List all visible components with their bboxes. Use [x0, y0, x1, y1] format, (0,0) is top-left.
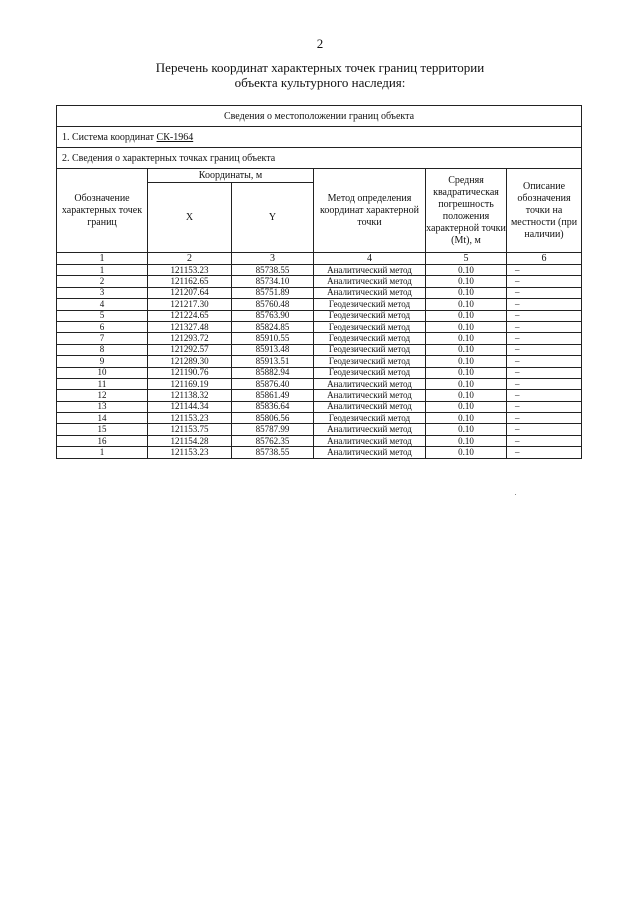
x-cell: 121327.48 [148, 321, 232, 332]
document-title [120, 60, 520, 90]
error-cell: 0.10 [426, 344, 507, 355]
table-row [57, 390, 582, 401]
point-cell: 13 [57, 401, 148, 412]
method-cell: Геодезический метод [314, 413, 426, 424]
description-cell: – [507, 276, 582, 287]
column-number: 2 [148, 253, 232, 265]
point-cell: 1 [57, 265, 148, 276]
y-cell: 85734.10 [232, 276, 314, 287]
header-method: Метод определения координат характерной точки [314, 169, 426, 253]
description-cell: – [507, 310, 582, 321]
description-cell: – [507, 367, 582, 378]
coordinate-system-label: 1. Система координат [62, 131, 157, 143]
description-cell: – [507, 447, 582, 458]
error-cell: 0.10 [426, 276, 507, 287]
error-cell: 0.10 [426, 333, 507, 344]
scan-speck [515, 494, 516, 495]
error-cell: 0.10 [426, 321, 507, 332]
point-cell: 16 [57, 435, 148, 446]
location-section-header: Сведения о местоположении границ объекта [57, 106, 582, 127]
y-cell: 85910.55 [232, 333, 314, 344]
header-designation: Обозначение характерных точек границ [57, 169, 148, 253]
error-cell: 0.10 [426, 310, 507, 321]
x-cell: 121293.72 [148, 333, 232, 344]
point-cell: 6 [57, 321, 148, 332]
x-cell: 121144.34 [148, 401, 232, 412]
y-cell: 85882.94 [232, 367, 314, 378]
point-cell: 10 [57, 367, 148, 378]
error-cell: 0.10 [426, 390, 507, 401]
x-cell: 121207.64 [148, 287, 232, 298]
x-cell: 121169.19 [148, 378, 232, 389]
column-number: 5 [426, 253, 507, 265]
x-cell: 121217.30 [148, 299, 232, 310]
method-cell: Геодезический метод [314, 299, 426, 310]
description-cell: – [507, 299, 582, 310]
description-cell: – [507, 287, 582, 298]
page-number: 2 [316, 36, 324, 51]
column-number: 3 [232, 253, 314, 265]
y-cell: 85913.48 [232, 344, 314, 355]
table-row [57, 435, 582, 446]
x-cell: 121190.76 [148, 367, 232, 378]
method-cell: Геодезический метод [314, 367, 426, 378]
description-cell: – [507, 333, 582, 344]
description-cell: – [507, 390, 582, 401]
y-cell: 85806.56 [232, 413, 314, 424]
coordinate-system-value: СК-1964 [156, 131, 194, 143]
method-cell: Аналитический метод [314, 378, 426, 389]
method-cell: Аналитический метод [314, 390, 426, 401]
x-cell: 121224.65 [148, 310, 232, 321]
description-cell: – [507, 413, 582, 424]
error-cell: 0.10 [426, 435, 507, 446]
point-cell: 4 [57, 299, 148, 310]
point-cell: 8 [57, 344, 148, 355]
column-number: 6 [507, 253, 582, 265]
method-cell: Аналитический метод [314, 435, 426, 446]
title-line-1: Перечень координат характерных точек границ территории [155, 60, 485, 75]
error-cell: 0.10 [426, 447, 507, 458]
description-cell: – [507, 265, 582, 276]
error-cell: 0.10 [426, 367, 507, 378]
table-row [57, 276, 582, 287]
method-cell: Аналитический метод [314, 287, 426, 298]
error-cell: 0.10 [426, 265, 507, 276]
method-cell: Аналитический метод [314, 424, 426, 435]
point-cell: 9 [57, 356, 148, 367]
y-cell: 85876.40 [232, 378, 314, 389]
method-cell: Геодезический метод [314, 356, 426, 367]
method-cell: Аналитический метод [314, 276, 426, 287]
column-number: 4 [314, 253, 426, 265]
x-cell: 121153.23 [148, 413, 232, 424]
error-cell: 0.10 [426, 299, 507, 310]
method-cell: Геодезический метод [314, 344, 426, 355]
y-cell: 85913.51 [232, 356, 314, 367]
method-cell: Аналитический метод [314, 265, 426, 276]
x-cell: 121162.65 [148, 276, 232, 287]
point-cell: 15 [57, 424, 148, 435]
table-row [57, 424, 582, 435]
table-row [57, 356, 582, 367]
header-x: X [148, 183, 232, 253]
points-section-header: 2. Сведения о характерных точках границ объекта [57, 148, 582, 169]
header-description: Описание обозначения точки на местности (при наличии) [507, 169, 582, 253]
x-cell: 121154.28 [148, 435, 232, 446]
point-cell: 12 [57, 390, 148, 401]
table-row [57, 401, 582, 412]
y-cell: 85861.49 [232, 390, 314, 401]
method-cell: Аналитический метод [314, 401, 426, 412]
table-row [57, 265, 582, 276]
point-cell: 14 [57, 413, 148, 424]
point-cell: 1 [57, 447, 148, 458]
table-row [57, 310, 582, 321]
y-cell: 85762.35 [232, 435, 314, 446]
table-row [57, 447, 582, 458]
method-cell: Геодезический метод [314, 310, 426, 321]
header-y: Y [232, 183, 314, 253]
y-cell: 85738.55 [232, 265, 314, 276]
x-cell: 121153.75 [148, 424, 232, 435]
y-cell: 85738.55 [232, 447, 314, 458]
table-row [57, 378, 582, 389]
point-cell: 11 [57, 378, 148, 389]
table-row [57, 344, 582, 355]
error-cell: 0.10 [426, 424, 507, 435]
x-cell: 121153.23 [148, 447, 232, 458]
y-cell: 85760.48 [232, 299, 314, 310]
point-cell: 7 [57, 333, 148, 344]
x-cell: 121292.57 [148, 344, 232, 355]
table-row [57, 413, 582, 424]
coordinate-system-row [57, 127, 582, 148]
column-number: 1 [57, 253, 148, 265]
title-line-2: объекта культурного наследия: [234, 75, 406, 90]
y-cell: 85824.85 [232, 321, 314, 332]
table-row [57, 367, 582, 378]
description-cell: – [507, 344, 582, 355]
y-cell: 85751.89 [232, 287, 314, 298]
header-error: Средняя квадратическая погрешность положения характерной точки (Mt), м [426, 169, 507, 253]
method-cell: Аналитический метод [314, 447, 426, 458]
x-cell: 121138.32 [148, 390, 232, 401]
error-cell: 0.10 [426, 413, 507, 424]
point-cell: 2 [57, 276, 148, 287]
method-cell: Геодезический метод [314, 321, 426, 332]
points-rows [57, 265, 582, 459]
point-cell: 3 [57, 287, 148, 298]
error-cell: 0.10 [426, 287, 507, 298]
description-cell: – [507, 356, 582, 367]
table-row [57, 287, 582, 298]
x-cell: 121153.23 [148, 265, 232, 276]
description-cell: – [507, 424, 582, 435]
method-cell: Геодезический метод [314, 333, 426, 344]
point-cell: 5 [57, 310, 148, 321]
error-cell: 0.10 [426, 356, 507, 367]
x-cell: 121289.30 [148, 356, 232, 367]
description-cell: – [507, 401, 582, 412]
table-row [57, 333, 582, 344]
table-row [57, 299, 582, 310]
description-cell: – [507, 378, 582, 389]
table-row [57, 321, 582, 332]
error-cell: 0.10 [426, 378, 507, 389]
y-cell: 85763.90 [232, 310, 314, 321]
description-cell: – [507, 435, 582, 446]
description-cell: – [507, 321, 582, 332]
y-cell: 85836.64 [232, 401, 314, 412]
coordinates-table [56, 105, 582, 459]
header-coordinates: Координаты, м [148, 169, 314, 183]
y-cell: 85787.99 [232, 424, 314, 435]
error-cell: 0.10 [426, 401, 507, 412]
